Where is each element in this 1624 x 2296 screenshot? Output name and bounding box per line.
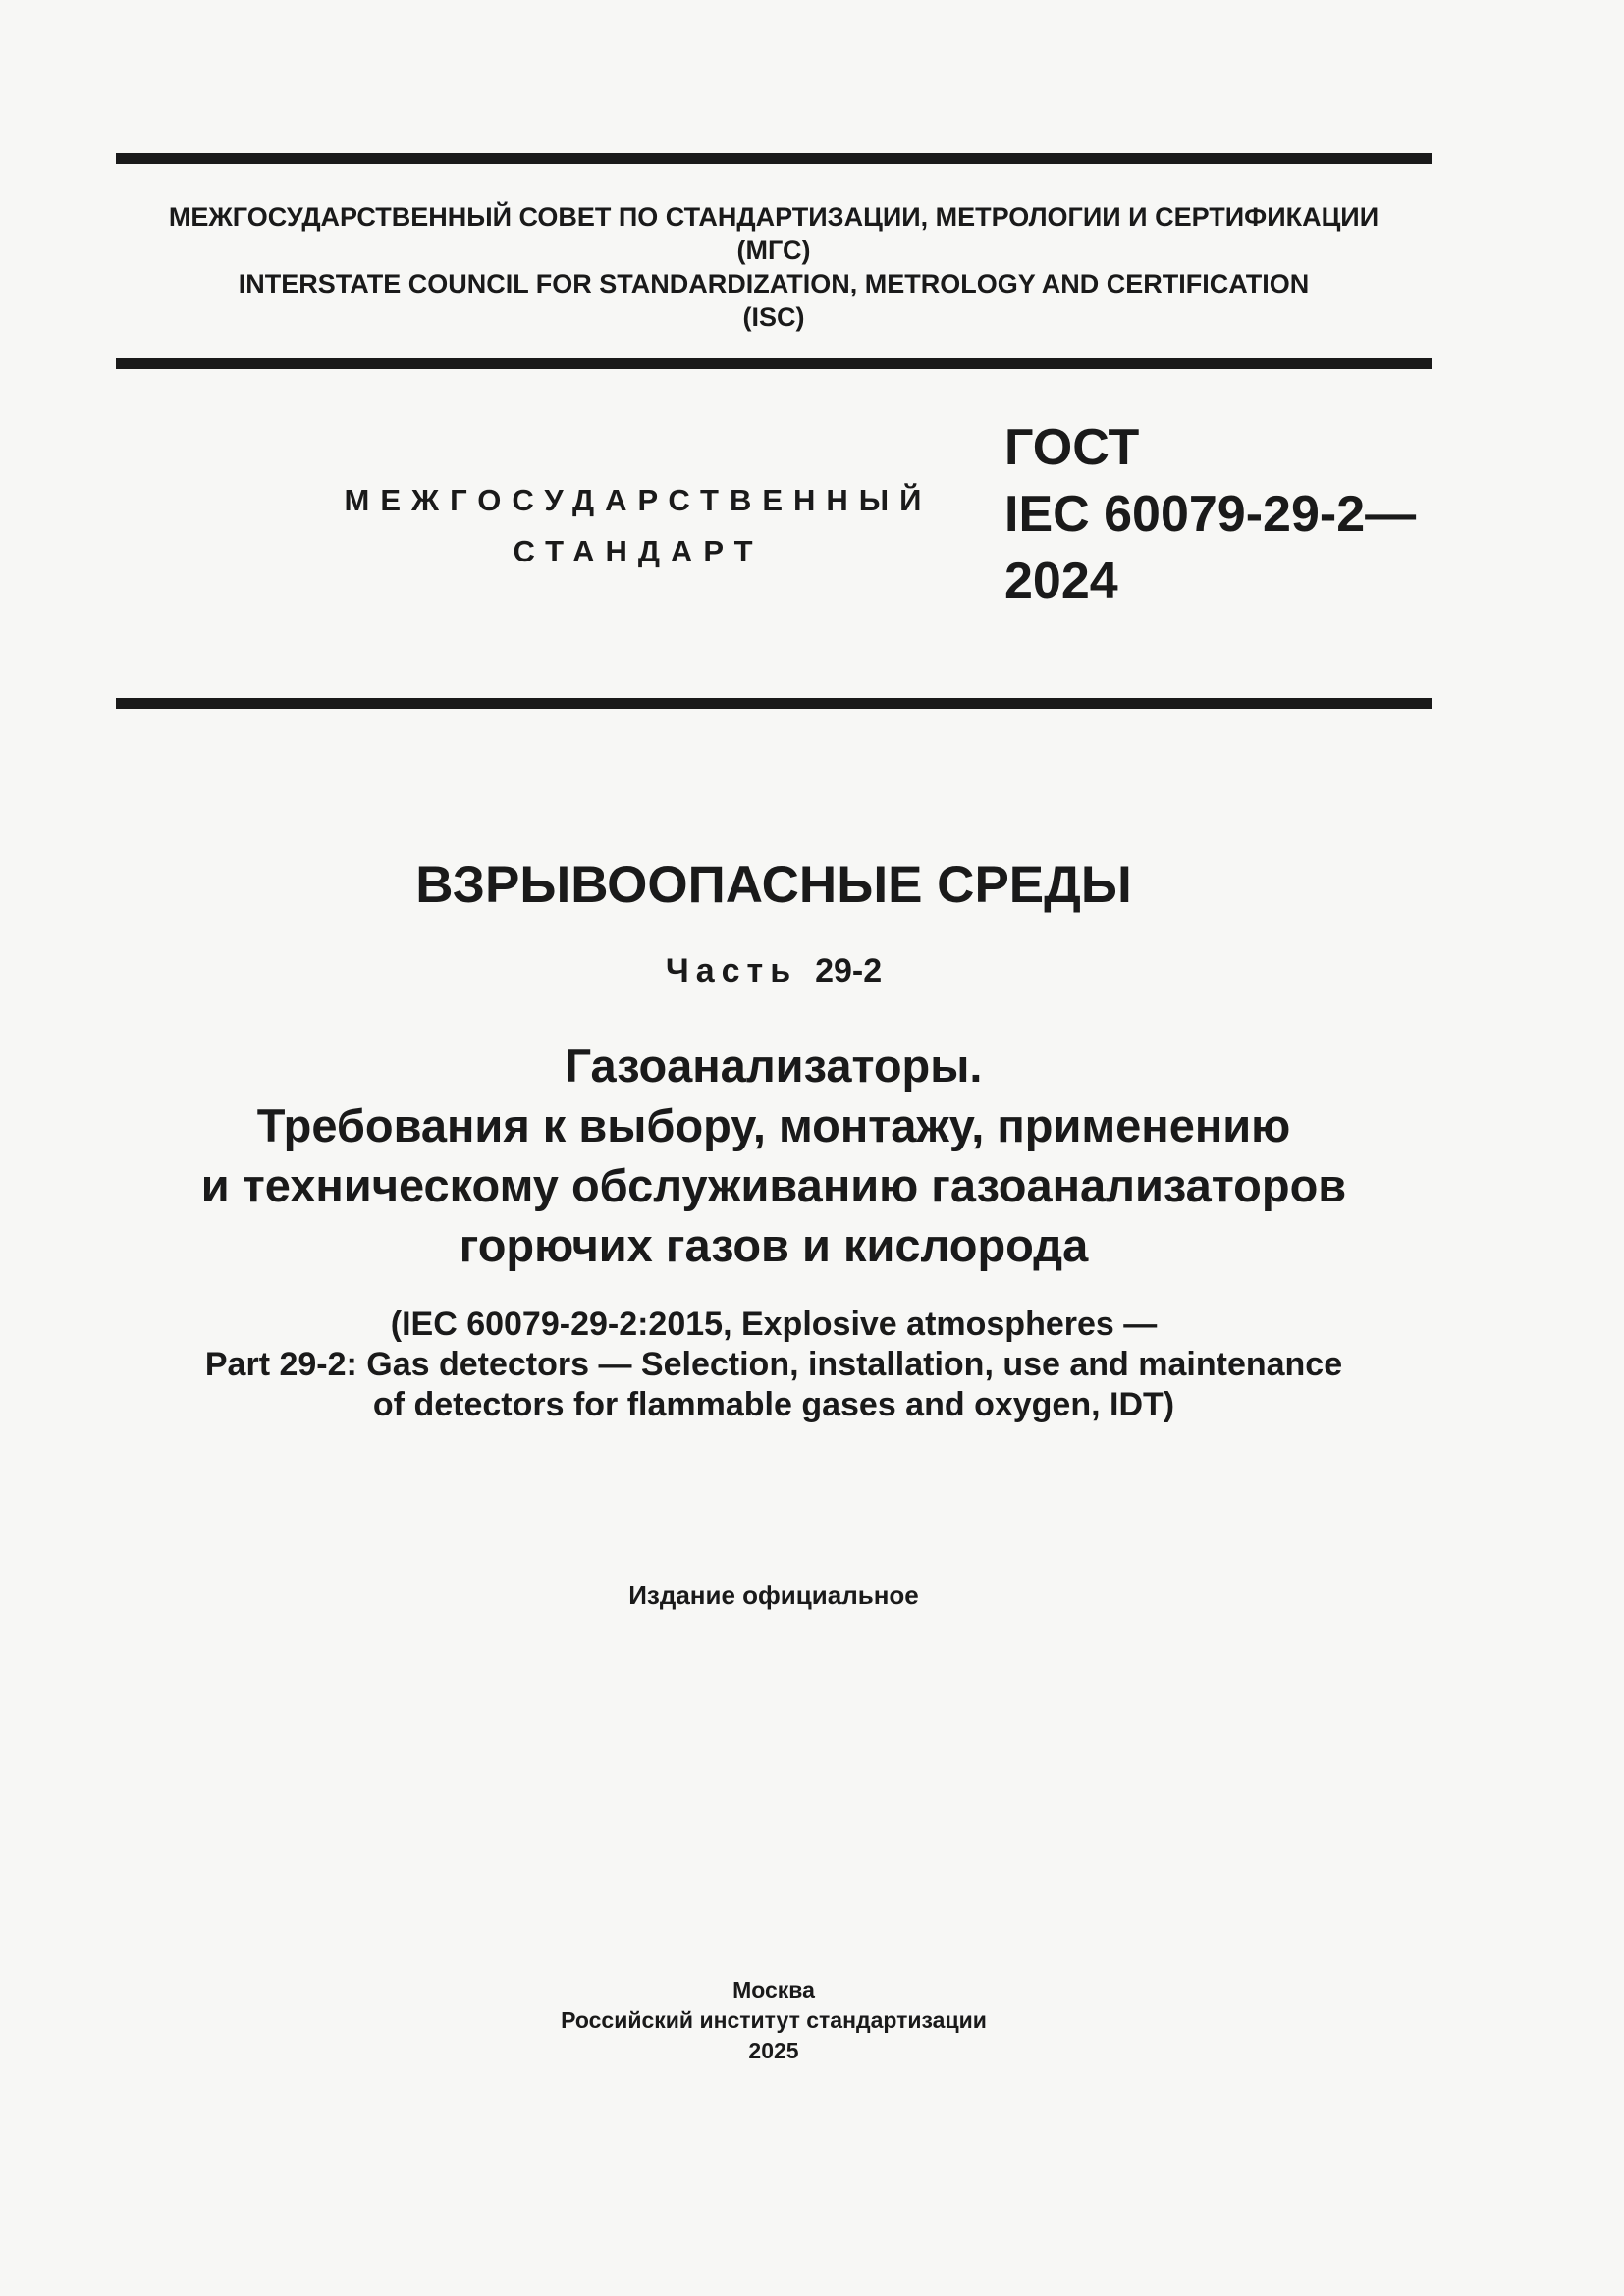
top-rule bbox=[116, 153, 1432, 164]
standard-kind-line-2: СТАНДАРТ bbox=[513, 534, 764, 568]
subtitle bbox=[116, 1036, 1432, 1275]
standard-kind-line-1: МЕЖГОСУДАРСТВЕННЫЙ bbox=[344, 483, 933, 517]
iec-reference-line: of detectors for flammable gases and oxygen, IDT) bbox=[372, 1386, 1175, 1423]
subtitle-line: Требования к выбору, монтажу, применению bbox=[256, 1099, 1291, 1151]
publisher-name: Российский институт стандартизации bbox=[561, 2007, 987, 2033]
iec-reference bbox=[116, 1305, 1432, 1425]
council-abbr-en: (ISC) bbox=[742, 302, 805, 332]
main-title: ВЗРЫВООПАСНЫЕ СРЕДЫ bbox=[415, 856, 1132, 914]
part-word: Часть bbox=[665, 952, 798, 989]
standard-kind bbox=[295, 475, 982, 577]
iec-reference-line: Part 29-2: Gas detectors — Selection, installation, use and maintenance bbox=[204, 1346, 1343, 1383]
subtitle-line: Газоанализаторы. bbox=[565, 1040, 983, 1092]
designation-line-3: 2024 bbox=[1004, 553, 1118, 610]
part-label bbox=[116, 947, 1432, 994]
standard-designation bbox=[1004, 414, 1416, 614]
edition-label: Издание официальное bbox=[628, 1580, 919, 1610]
designation-rule bbox=[116, 698, 1432, 709]
council-name-en: INTERSTATE COUNCIL FOR STANDARDIZATION, METROLOGY AND CERTIFICATION bbox=[238, 269, 1310, 298]
subtitle-line: горючих газов и кислорода bbox=[459, 1219, 1089, 1271]
part-number: 29-2 bbox=[815, 952, 883, 989]
publisher-block bbox=[116, 1975, 1432, 2066]
header-rule bbox=[116, 358, 1432, 369]
council-abbr-ru: (МГС) bbox=[736, 236, 811, 265]
designation-line-2: IEC 60079-29-2— bbox=[1004, 486, 1417, 543]
designation-line-1: ГОСТ bbox=[1004, 419, 1140, 476]
council-header bbox=[116, 200, 1432, 334]
iec-reference-line: (IEC 60079-29-2:2015, Explosive atmospheres — bbox=[390, 1306, 1158, 1343]
council-name-ru: МЕЖГОСУДАРСТВЕННЫЙ СОВЕТ ПО СТАНДАРТИЗАЦИИ, МЕТРОЛОГИИ И СЕРТИФИКАЦИИ bbox=[168, 202, 1380, 232]
subtitle-line: и техническому обслуживанию газоанализаторов bbox=[200, 1159, 1347, 1211]
publisher-city: Москва bbox=[732, 1977, 815, 2002]
publisher-year: 2025 bbox=[748, 2038, 799, 2063]
